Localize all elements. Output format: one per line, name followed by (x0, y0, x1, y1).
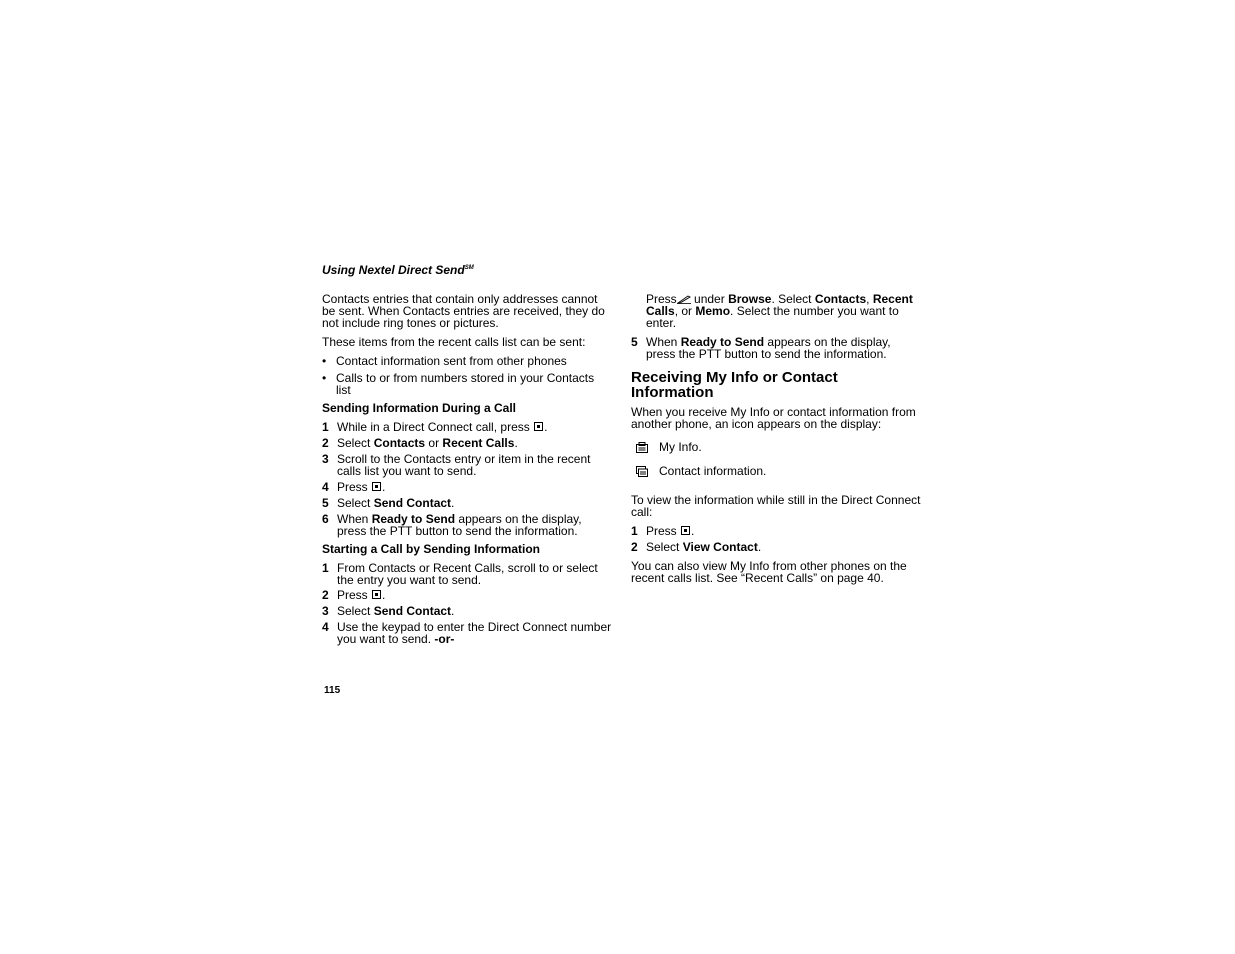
step-item: 2 Select View Contact. (631, 540, 762, 554)
step-item: 1 Press . (631, 524, 695, 538)
icon-legend-item: My Info. (631, 441, 921, 453)
items-intro: These items from the recent calls list can be sent: (322, 335, 586, 349)
section-heading: Sending Information During a Call (322, 401, 517, 415)
contact-info-icon (636, 466, 649, 477)
menu-key-icon (681, 526, 690, 535)
left-column (322, 293, 612, 645)
section-heading: Starting a Call by Sending Information (322, 542, 541, 556)
my-info-icon (636, 442, 649, 453)
step-item: 6 When Ready to Send appears on the display, press the PTT button to send the information. (322, 512, 582, 538)
step-item: 2 Select Contacts or Recent Calls. (322, 436, 518, 450)
step-item: 5 When Ready to Send appears on the display, press the PTT button to send the information. (631, 335, 891, 361)
step-item: 5 Select Send Contact. (322, 496, 455, 510)
list-item: • Calls to or from numbers stored in your Contacts list (322, 371, 595, 397)
step-item: 4 Use the keypad to enter the Direct Connect number you want to send. -or- (322, 620, 612, 646)
list-item: • Contact information sent from other phones (322, 354, 567, 368)
section-heading: Receiving My Info or Contact Information (631, 369, 838, 401)
softkey-left-icon (677, 294, 691, 304)
step-item: 4 Press . (322, 480, 386, 494)
page-number: 115 (324, 685, 341, 696)
menu-key-icon (534, 422, 543, 431)
intro-paragraph: Contacts entries that contain only addresses cannot be sent. When Contacts entries are received, they do not include ring tones or pictures. (322, 292, 605, 330)
step-item: 2 Press . (322, 588, 386, 602)
receive-intro: When you receive My Info or contact information from another phone, an icon appears on the display: (631, 405, 916, 431)
running-header: Using Nextel Direct Send℠ (322, 263, 474, 277)
step-item: 1 While in a Direct Connect call, press . (322, 420, 548, 434)
view-intro: To view the information while still in the Direct Connect call: (631, 493, 921, 519)
step-item: 3 Scroll to the Contacts entry or item in the recent calls list you want to send. (322, 452, 591, 478)
icon-legend-item: Contact information. (631, 465, 921, 477)
step-item: 3 Select Send Contact. (322, 604, 455, 618)
step-item: 1 From Contacts or Recent Calls, scroll to or select the entry you want to send. (322, 561, 598, 587)
service-mark: SM (464, 265, 474, 271)
closing-paragraph: You can also view My Info from other phones on the recent calls list. See “Recent Calls” on page 40. (631, 559, 907, 585)
menu-key-icon (372, 482, 381, 491)
step-continuation: Press under Browse. Select Contacts, Recent Calls, or Memo. Select the number you want to enter. (646, 292, 913, 330)
right-column (631, 293, 921, 584)
menu-key-icon (372, 590, 381, 599)
